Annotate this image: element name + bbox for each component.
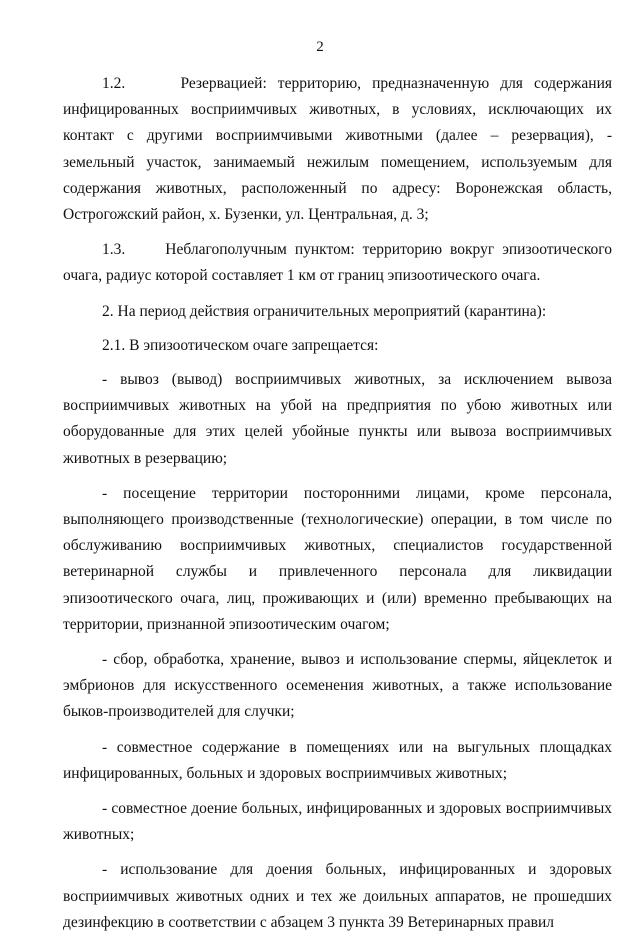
paragraph-1-2-reservation: 1.2. Резервацией: территорию, предназначенную для содержания инфицированных восприимчивых животных, в условиях, исключающих их контакт с другими восприимчивыми животными (далее – резервация), - земельный участок, занимаемый нежилым помещением, используемым для содержания животных, расположенный по адресу: Воронежская область, Острогожский район, х. Бузенки, ул. Центральная, д. 3; bbox=[63, 75, 612, 224]
paragraph-2-quarantine-period: 2. На период действия ограничительных мероприятий (карантина): bbox=[102, 302, 547, 320]
document-body bbox=[63, 71, 612, 945]
list-item-joint-keeping: - совместное содержание в помещениях или на выгульных площадках инфицированных, больных и здоровых восприимчивых животных; bbox=[63, 738, 612, 782]
paragraph-1-3-unfavorable-point: 1.3. Неблагополучным пунктом: территорию вокруг эпизоотического очага, радиус которой составляет 1 км от границ эпизоотического очага. bbox=[63, 241, 612, 285]
list-item-joint-milking: - совместное доение больных, инфицированных и здоровых восприимчивых животных; bbox=[63, 800, 612, 844]
paragraph-2-1-prohibitions: 2.1. В эпизоотическом очаге запрещается: bbox=[102, 336, 379, 354]
list-item-territory-visits: - посещение территории посторонними лицами, кроме персонала, выполняющего производственные (технологические) операции, в том числе по обслуживанию восприимчивых животных, специалистов государственной ветеринарной службы и привлеченного персонала для ликвидации эпизоотического очага, лиц, проживающих и (или) временно пребывающих на территории, признанной эпизоотическим очагом; bbox=[63, 484, 612, 633]
list-item-animal-removal: - вывоз (вывод) восприимчивых животных, за исключением вывоза восприимчивых животных на убой на предприятия по убою животных или оборудованные для этих целей убойные пункты или вывоза восприимчивых животных в резервацию; bbox=[63, 371, 612, 467]
list-item-sperm-embryos: - сбор, обработка, хранение, вывоз и использование спермы, яйцеклеток и эмбрионов для искусственного осеменения животных, а также использование быков-производителей для случки; bbox=[63, 651, 612, 721]
page-number: 2 bbox=[316, 39, 324, 55]
list-item-milking-machines: - использование для доения больных, инфицированных и здоровых восприимчивых животных одних и тех же доильных аппаратов, не прошедших дезинфекцию в соответствии с абзацем 3 пункта 39 Ветеринарных правил bbox=[63, 861, 612, 931]
